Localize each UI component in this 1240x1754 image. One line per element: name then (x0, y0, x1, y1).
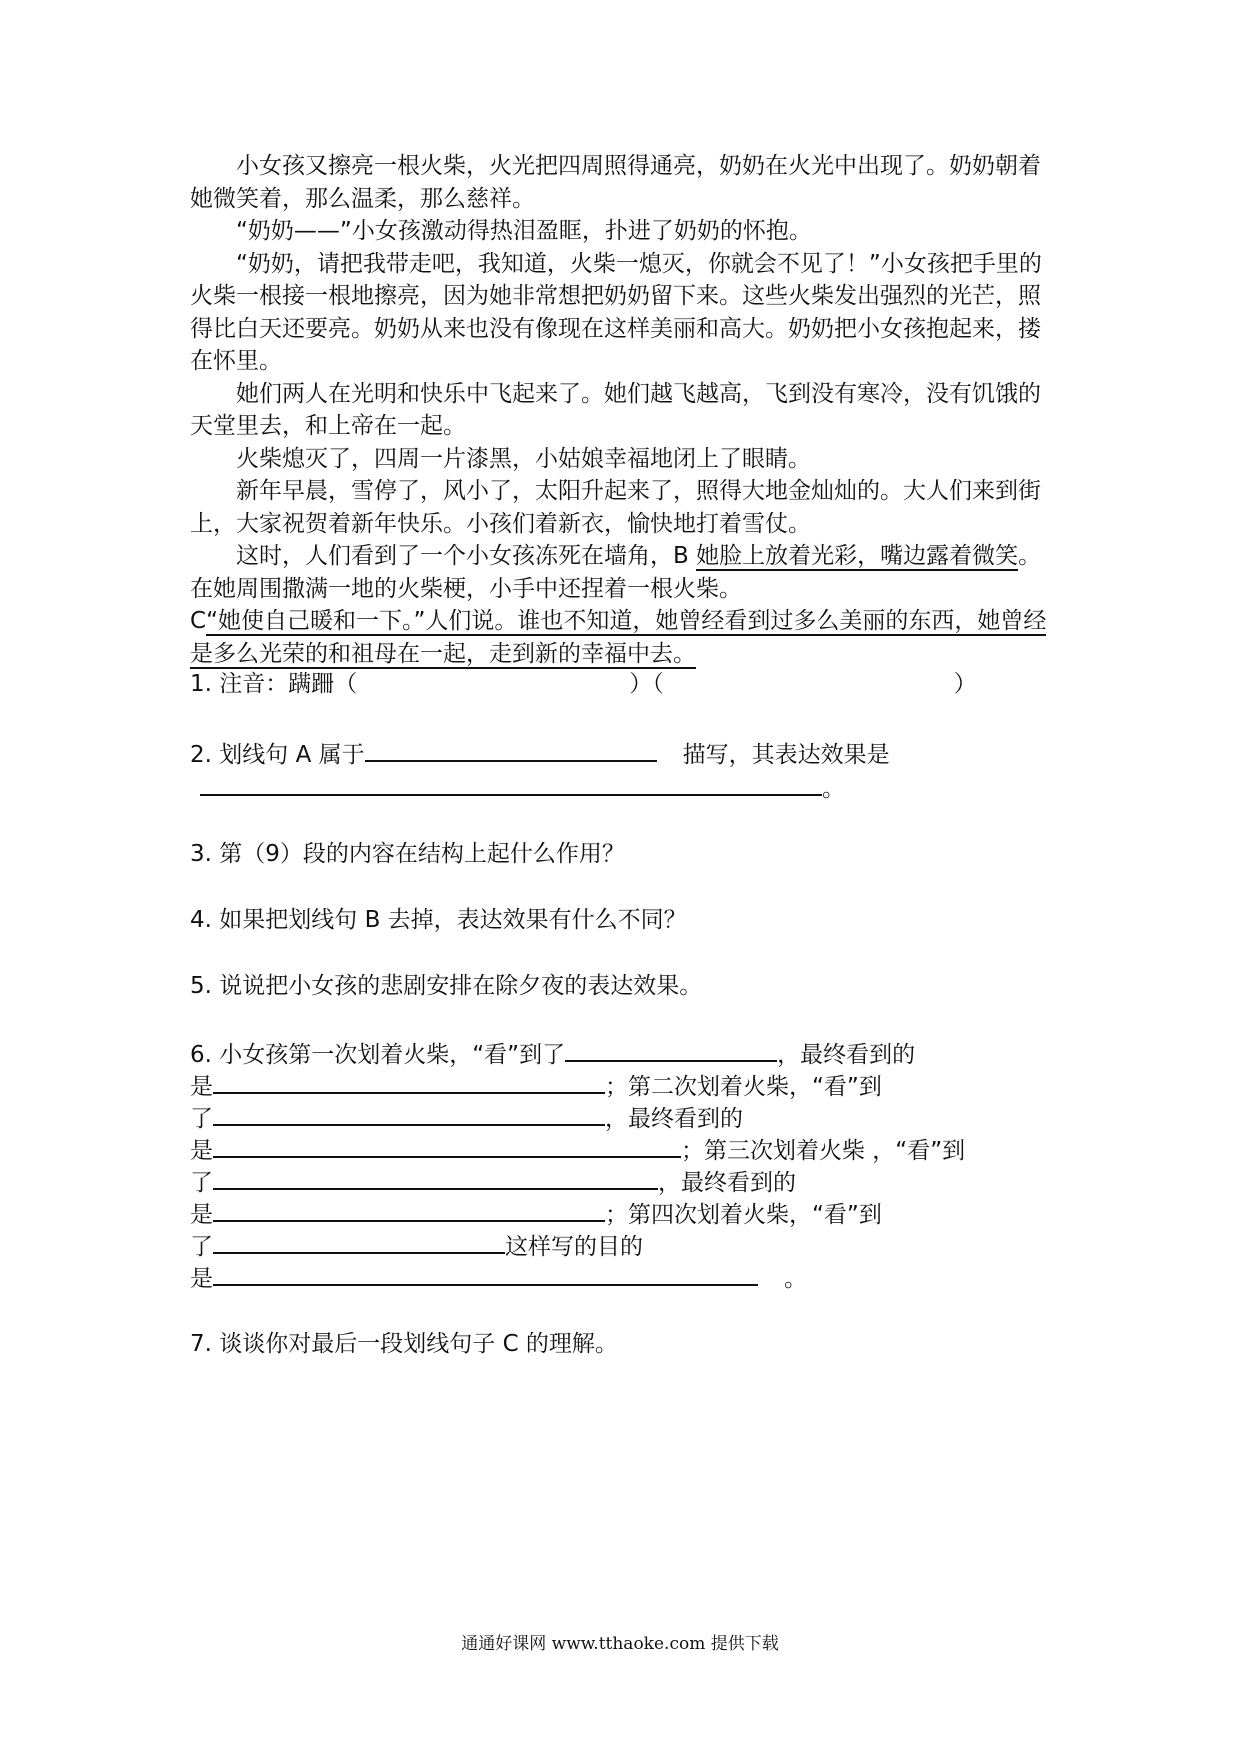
q1-prompt: 1. 注音：蹒跚（ (190, 671, 358, 697)
q6-text-7a: 了 (190, 1234, 213, 1260)
passage-paragraph-2: “奶奶——”小女孩激动得热泪盈眶，扑进了奶奶的怀抱。 (236, 218, 812, 244)
passage-paragraph-4: 她们两人在光明和快乐中飞起来了。她们越飞越高，飞到没有寒冷，没有饥饿的天堂里去，和上帝在一起。 (190, 380, 1041, 439)
question-4: 4. 如果把划线句 B 去掉，表达效果有什么不同？ (190, 907, 687, 933)
question-3: 3. 第（9）段的内容在结构上起什么作用？ (190, 841, 625, 867)
q6-blank-8[interactable] (213, 1260, 758, 1286)
q2-prompt-2: 描写，其表达效果是 (682, 742, 890, 768)
p7-before-text: 这时，人们看到了一个小女孩冻死在墙角，B (236, 543, 697, 569)
q6-text-4a: 是 (190, 1138, 213, 1164)
p7-after-text: 。在她周围撒满一地的火柴梗，小手中还捏着一根火柴。 (190, 543, 1042, 602)
q1-paren: ）（ (629, 671, 664, 697)
q6-blank-4[interactable] (213, 1132, 681, 1158)
q6-text-8a: 是 (190, 1266, 213, 1292)
q6-text-7b: 这样写的目的 (505, 1234, 643, 1260)
marker-c: C (190, 608, 207, 634)
q6-text-2a: 是 (190, 1074, 213, 1100)
q6-text-2b: ；第二次划着火柴，“看”到 (605, 1074, 882, 1100)
q6-text-4b: ；第三次划着火柴 ，“看”到 (681, 1138, 966, 1164)
q6-blank-3[interactable] (213, 1100, 605, 1126)
q6-blank-6[interactable] (213, 1196, 605, 1222)
passage-paragraph-7 (190, 540, 1060, 605)
question-6-line-3 (190, 1100, 743, 1135)
question-6-line-5 (190, 1164, 796, 1199)
q6-text-5a: 了 (190, 1170, 213, 1196)
q6-end: 。 (784, 1266, 807, 1292)
footer-download-note: 通通好课网 www.tthaoke.com 提供下载 (461, 1634, 779, 1654)
q6-blank-2[interactable] (213, 1068, 605, 1094)
question-6-line-6 (190, 1196, 882, 1231)
passage-paragraph-5: 火柴熄灭了，四周一片漆黑，小姑娘幸福地闭上了眼睛。 (236, 445, 811, 472)
q6-text-1: ，最终看到的 (777, 1042, 916, 1068)
underlined-sentence-c: “她使自己暖和一下。”人们说。谁也不知道，她曾经看到过多么美丽的东西，她曾经是多么光荣的和祖母在一起，走到新的幸福中去。 (190, 608, 1047, 667)
underlined-sentence-b: 她脸上放着光彩，嘴边露着微笑 (696, 543, 1019, 569)
question-6-line-1 (190, 1036, 915, 1071)
q2-end: 。 (822, 776, 845, 802)
passage-paragraph-6: 新年早晨，雪停了，风小了，太阳升起来了，照得大地金灿灿的。大人们来到街上，大家祝贺着新年快乐。小孩们着新衣，愉快地打着雪仗。 (190, 478, 1041, 537)
question-7: 7. 谈谈你对最后一段划线句子 C 的理解。 (190, 1331, 618, 1357)
q6-text-5b: ，最终看到的 (658, 1170, 796, 1196)
q2-prompt: 2. 划线句 A 属于 (190, 742, 365, 768)
passage-paragraph-1: 小女孩又擦亮一根火柴，火光把四周照得通亮，奶奶在火光中出现了。奶奶朝着她微笑着，那么温柔，那么慈祥。 (190, 153, 1041, 212)
question-6-line-4 (190, 1132, 965, 1167)
question-5: 5. 说说把小女孩的悲剧安排在除夕夜的表达效果。 (190, 973, 703, 999)
question-6-line-7 (190, 1228, 643, 1263)
question-1 (190, 668, 977, 700)
passage-paragraph-8 (190, 605, 1060, 670)
q2-blank-1[interactable] (365, 736, 657, 762)
question-6-line-2 (190, 1068, 882, 1103)
q2-blank-2[interactable] (200, 770, 822, 796)
q6-text-3a: 了 (190, 1106, 213, 1132)
reading-passage (190, 150, 1060, 670)
q6-prompt: 6. 小女孩第一次划着火柴，“看”到了 (190, 1042, 566, 1068)
q1-close: ） (953, 671, 977, 697)
question-2 (190, 736, 890, 771)
passage-paragraph-3: “奶奶，请把我带走吧，我知道，火柴一熄灭，你就会不见了！”小女孩把手里的火柴一根接一根地擦亮，因为她非常想把奶奶留下来。这些火柴发出强烈的光芒，照得比白天还要亮。奶奶从来也没有像现在这样美丽和高大。奶奶把小女孩抱起来，搂在怀里。 (190, 250, 1042, 374)
q6-blank-5[interactable] (213, 1164, 658, 1190)
q6-text-6a: 是 (190, 1202, 213, 1228)
question-6-line-8 (190, 1260, 807, 1295)
q6-blank-1[interactable] (565, 1036, 777, 1062)
q6-text-6b: ；第四次划着火柴，“看”到 (605, 1202, 882, 1228)
question-2-line-2 (190, 770, 845, 805)
q6-blank-7[interactable] (213, 1228, 505, 1254)
q6-text-3b: ，最终看到的 (605, 1106, 743, 1132)
